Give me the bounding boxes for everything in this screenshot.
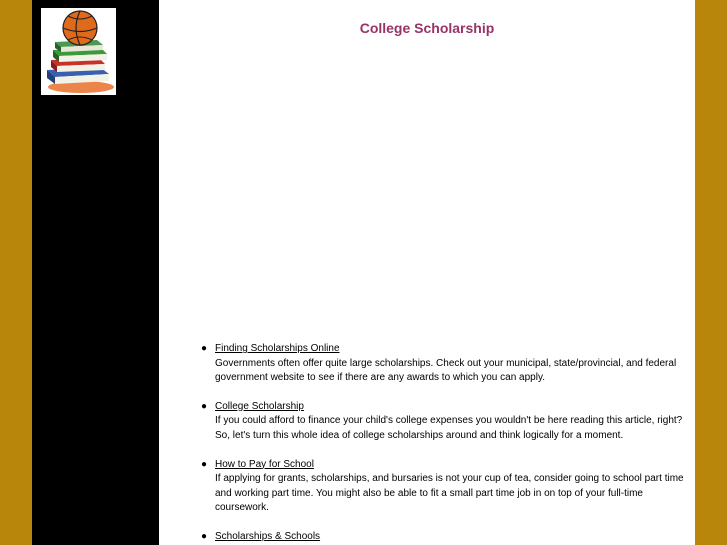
article-link[interactable]: How to Pay for School (215, 458, 314, 470)
list-item (199, 530, 689, 545)
list-item (199, 458, 689, 516)
article-description: Governments often offer quite large scholarships. Check out your municipal, state/provincial, and federal government website to see if there are any awards to which you can apply. (215, 357, 677, 384)
left-sidebar (32, 0, 159, 545)
bullet-icon: ● (201, 458, 208, 470)
bullet-icon: ● (201, 343, 208, 354)
article-description: If you could afford to finance your child's college expenses you wouldn't be here reading this article, right? So, let's turn this whole idea of college scholarships around and think logically for a moment. (215, 415, 683, 441)
basketball-books-logo-icon (41, 8, 116, 95)
list-item (199, 400, 689, 444)
article-description: If applying for grants, scholarships, and bursaries is not your cup of tea, consider going to school part time and working part time. You might also be able to fit a small part time job in on top of your full-time coursework. (215, 473, 684, 514)
main-content (159, 0, 695, 545)
page-title: College Scholarship (359, 20, 495, 36)
article-link[interactable]: Scholarships & Schools (215, 530, 321, 542)
article-link[interactable]: College Scholarship (215, 400, 304, 412)
bullet-icon: ● (201, 400, 208, 412)
bullet-icon: ● (201, 530, 208, 542)
article-list (199, 342, 689, 545)
article-link[interactable]: Finding Scholarships Online (215, 343, 340, 354)
list-item (199, 342, 689, 386)
